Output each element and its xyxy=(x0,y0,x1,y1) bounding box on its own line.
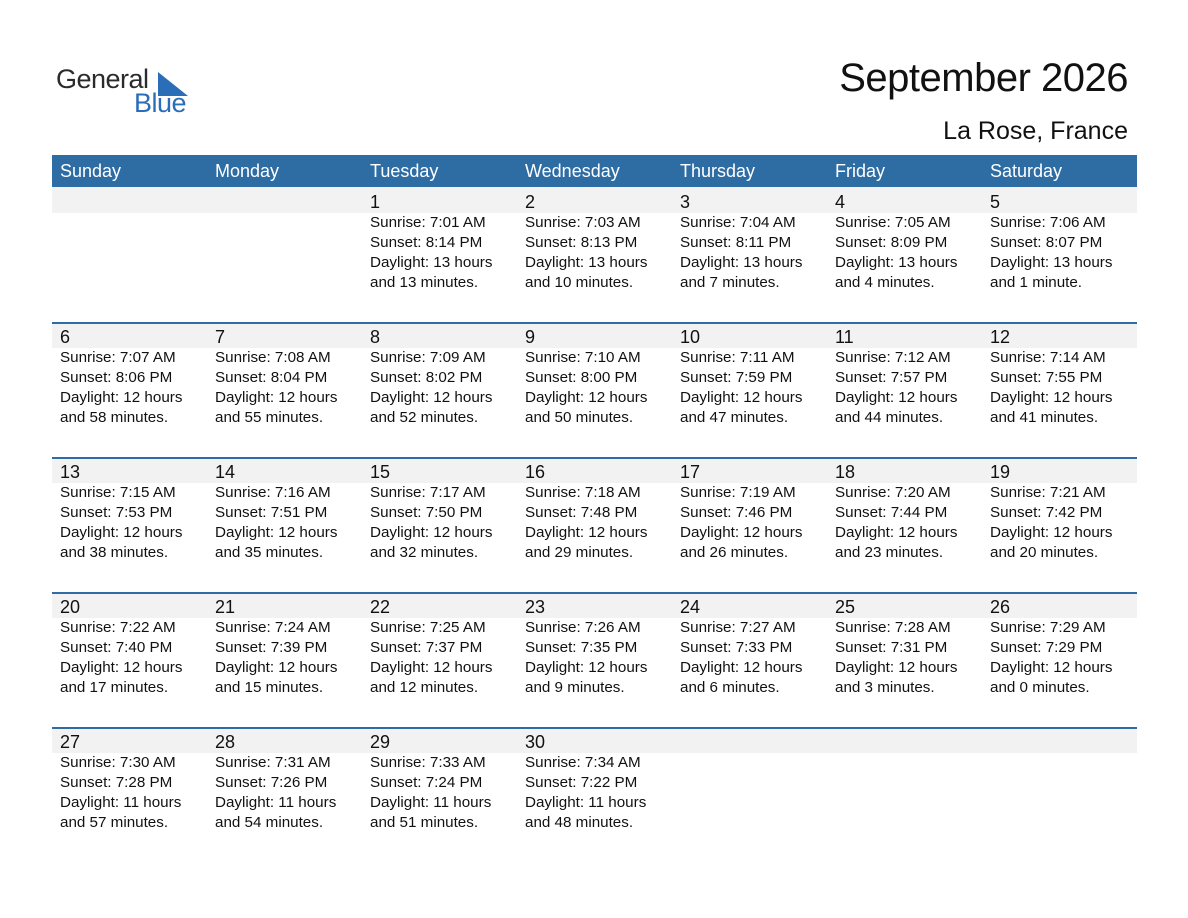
day-number: 11 xyxy=(835,327,854,347)
sunset-text: Sunset: 7:37 PM xyxy=(370,639,483,656)
daylight-minutes-text: and 0 minutes. xyxy=(990,679,1090,696)
sunset-text: Sunset: 8:07 PM xyxy=(990,234,1103,251)
daylight-minutes-text: and 1 minute. xyxy=(990,274,1083,291)
day-cell xyxy=(517,457,672,563)
sunset-text: Sunset: 7:29 PM xyxy=(990,639,1103,656)
sunrise-text: Sunrise: 7:16 AM xyxy=(215,484,331,501)
day-cell xyxy=(52,727,207,833)
weekday-thursday: Thursday xyxy=(680,161,756,181)
daylight-minutes-text: and 6 minutes. xyxy=(680,679,780,696)
daylight-minutes-text: and 4 minutes. xyxy=(835,274,935,291)
sunrise-text: Sunrise: 7:29 AM xyxy=(990,619,1106,636)
day-number: 8 xyxy=(370,327,381,347)
day-number: 6 xyxy=(60,327,71,347)
sunrise-text: Sunrise: 7:12 AM xyxy=(835,349,951,366)
weekday-wednesday: Wednesday xyxy=(525,161,620,181)
day-number: 21 xyxy=(215,597,236,617)
daylight-text: Daylight: 11 hours xyxy=(525,794,647,811)
daylight-minutes-text: and 26 minutes. xyxy=(680,544,789,561)
day-cell xyxy=(362,322,517,428)
daylight-minutes-text: and 13 minutes. xyxy=(370,274,479,291)
daylight-text: Daylight: 12 hours xyxy=(215,659,338,676)
day-number: 3 xyxy=(680,192,691,212)
sunrise-text: Sunrise: 7:22 AM xyxy=(60,619,176,636)
daylight-minutes-text: and 12 minutes. xyxy=(370,679,479,696)
sunset-text: Sunset: 7:24 PM xyxy=(370,774,483,791)
daylight-text: Daylight: 12 hours xyxy=(680,524,803,541)
day-number: 2 xyxy=(525,192,536,212)
daylight-text: Daylight: 13 hours xyxy=(990,254,1113,271)
daylight-text: Daylight: 12 hours xyxy=(60,389,183,406)
day-number: 18 xyxy=(835,462,856,482)
location-label: La Rose, France xyxy=(943,117,1128,145)
page-title: September 2026 xyxy=(839,56,1128,100)
daylight-minutes-text: and 10 minutes. xyxy=(525,274,634,291)
day-cell xyxy=(517,322,672,428)
day-number: 15 xyxy=(370,462,391,482)
day-cell xyxy=(982,457,1137,563)
empty-day-cell xyxy=(827,727,982,833)
day-cell xyxy=(517,592,672,698)
daylight-text: Daylight: 12 hours xyxy=(835,524,958,541)
day-cell xyxy=(827,187,982,293)
day-number: 5 xyxy=(990,192,1001,212)
sunset-text: Sunset: 8:09 PM xyxy=(835,234,948,251)
daylight-minutes-text: and 48 minutes. xyxy=(525,814,634,831)
daylight-minutes-text: and 51 minutes. xyxy=(370,814,479,831)
daylight-text: Daylight: 11 hours xyxy=(215,794,337,811)
day-cell xyxy=(207,322,362,428)
daylight-minutes-text: and 52 minutes. xyxy=(370,409,479,426)
sunrise-text: Sunrise: 7:05 AM xyxy=(835,214,951,231)
daylight-minutes-text: and 54 minutes. xyxy=(215,814,324,831)
day-cell xyxy=(982,592,1137,698)
day-cell xyxy=(362,727,517,833)
daylight-text: Daylight: 13 hours xyxy=(835,254,958,271)
daylight-minutes-text: and 23 minutes. xyxy=(835,544,944,561)
sunset-text: Sunset: 7:35 PM xyxy=(525,639,638,656)
daylight-text: Daylight: 12 hours xyxy=(370,524,493,541)
day-cell xyxy=(982,187,1137,293)
daylight-text: Daylight: 12 hours xyxy=(215,524,338,541)
daylight-text: Daylight: 12 hours xyxy=(990,659,1113,676)
sunrise-text: Sunrise: 7:03 AM xyxy=(525,214,641,231)
sunset-text: Sunset: 7:28 PM xyxy=(60,774,173,791)
sunset-text: Sunset: 7:50 PM xyxy=(370,504,483,521)
day-number: 1 xyxy=(370,192,381,212)
daylight-minutes-text: and 7 minutes. xyxy=(680,274,780,291)
empty-day-cell xyxy=(672,727,827,833)
daylight-minutes-text: and 3 minutes. xyxy=(835,679,935,696)
sunrise-text: Sunrise: 7:09 AM xyxy=(370,349,486,366)
weekday-friday: Friday xyxy=(835,161,886,181)
sunrise-text: Sunrise: 7:33 AM xyxy=(370,754,486,771)
day-cell xyxy=(672,457,827,563)
daylight-text: Daylight: 12 hours xyxy=(370,389,493,406)
day-number: 4 xyxy=(835,192,846,212)
day-cell xyxy=(207,727,362,833)
daylight-text: Daylight: 12 hours xyxy=(60,524,183,541)
daylight-text: Daylight: 12 hours xyxy=(990,389,1113,406)
calendar-weeks xyxy=(52,187,1137,862)
sunset-text: Sunset: 8:04 PM xyxy=(215,369,328,386)
day-cell xyxy=(362,457,517,563)
daylight-text: Daylight: 12 hours xyxy=(835,659,958,676)
daylight-minutes-text: and 50 minutes. xyxy=(525,409,634,426)
sunrise-text: Sunrise: 7:01 AM xyxy=(370,214,486,231)
day-number: 20 xyxy=(60,597,81,617)
daylight-text: Daylight: 12 hours xyxy=(525,659,648,676)
weekday-header xyxy=(52,155,1137,187)
day-number: 24 xyxy=(680,597,701,617)
daylight-minutes-text: and 58 minutes. xyxy=(60,409,169,426)
sunrise-text: Sunrise: 7:04 AM xyxy=(680,214,796,231)
daylight-text: Daylight: 12 hours xyxy=(680,659,803,676)
daylight-minutes-text: and 41 minutes. xyxy=(990,409,1099,426)
day-number: 17 xyxy=(680,462,701,482)
daylight-text: Daylight: 11 hours xyxy=(370,794,492,811)
daylight-minutes-text: and 29 minutes. xyxy=(525,544,634,561)
sunrise-text: Sunrise: 7:25 AM xyxy=(370,619,486,636)
sunrise-text: Sunrise: 7:07 AM xyxy=(60,349,176,366)
daylight-minutes-text: and 38 minutes. xyxy=(60,544,169,561)
sunrise-text: Sunrise: 7:17 AM xyxy=(370,484,486,501)
weekday-monday: Monday xyxy=(215,161,280,181)
day-cell xyxy=(827,322,982,428)
sunrise-text: Sunrise: 7:34 AM xyxy=(525,754,641,771)
day-number: 16 xyxy=(525,462,546,482)
sunset-text: Sunset: 7:31 PM xyxy=(835,639,948,656)
sunset-text: Sunset: 7:51 PM xyxy=(215,504,328,521)
sunset-text: Sunset: 8:11 PM xyxy=(680,234,792,251)
day-number: 22 xyxy=(370,597,391,617)
day-cell xyxy=(207,592,362,698)
daylight-minutes-text: and 15 minutes. xyxy=(215,679,324,696)
sunset-text: Sunset: 8:13 PM xyxy=(525,234,638,251)
daylight-minutes-text: and 47 minutes. xyxy=(680,409,789,426)
empty-day-cell xyxy=(982,727,1137,833)
day-number: 9 xyxy=(525,327,536,347)
sunrise-text: Sunrise: 7:08 AM xyxy=(215,349,331,366)
logo-blue-text: Blue xyxy=(134,88,187,118)
sunset-text: Sunset: 7:55 PM xyxy=(990,369,1103,386)
day-number: 23 xyxy=(525,597,546,617)
day-number: 28 xyxy=(215,732,236,752)
day-number: 7 xyxy=(215,327,226,347)
daylight-text: Daylight: 12 hours xyxy=(370,659,493,676)
daylight-text: Daylight: 13 hours xyxy=(525,254,648,271)
sunset-text: Sunset: 7:59 PM xyxy=(680,369,793,386)
daylight-minutes-text: and 32 minutes. xyxy=(370,544,479,561)
sunset-text: Sunset: 7:42 PM xyxy=(990,504,1103,521)
calendar-week xyxy=(52,457,1137,592)
sunrise-text: Sunrise: 7:27 AM xyxy=(680,619,796,636)
empty-day-cell xyxy=(207,187,362,293)
sunrise-text: Sunrise: 7:20 AM xyxy=(835,484,951,501)
sunrise-text: Sunrise: 7:19 AM xyxy=(680,484,796,501)
daylight-minutes-text: and 55 minutes. xyxy=(215,409,324,426)
sunset-text: Sunset: 8:14 PM xyxy=(370,234,483,251)
day-cell xyxy=(362,187,517,293)
sunrise-text: Sunrise: 7:06 AM xyxy=(990,214,1106,231)
daylight-text: Daylight: 12 hours xyxy=(215,389,338,406)
daylight-minutes-text: and 35 minutes. xyxy=(215,544,324,561)
sunset-text: Sunset: 7:53 PM xyxy=(60,504,173,521)
calendar-week xyxy=(52,592,1137,727)
sunset-text: Sunset: 8:00 PM xyxy=(525,369,638,386)
day-number: 12 xyxy=(990,327,1011,347)
logo xyxy=(56,64,196,118)
daylight-minutes-text: and 57 minutes. xyxy=(60,814,169,831)
daylight-text: Daylight: 12 hours xyxy=(525,524,648,541)
calendar-week xyxy=(52,727,1137,862)
logo-general-text: General xyxy=(56,64,149,94)
daylight-text: Daylight: 13 hours xyxy=(370,254,493,271)
sunrise-text: Sunrise: 7:14 AM xyxy=(990,349,1106,366)
day-number: 30 xyxy=(525,732,546,752)
calendar-week xyxy=(52,322,1137,457)
sunrise-text: Sunrise: 7:28 AM xyxy=(835,619,951,636)
day-number: 19 xyxy=(990,462,1011,482)
daylight-minutes-text: and 44 minutes. xyxy=(835,409,944,426)
day-cell xyxy=(52,592,207,698)
sunset-text: Sunset: 7:33 PM xyxy=(680,639,793,656)
calendar xyxy=(52,155,1137,862)
day-cell xyxy=(207,457,362,563)
empty-day-cell xyxy=(52,187,207,293)
day-number: 14 xyxy=(215,462,236,482)
day-number: 29 xyxy=(370,732,391,752)
daylight-minutes-text: and 20 minutes. xyxy=(990,544,1099,561)
day-number: 27 xyxy=(60,732,81,752)
sunrise-text: Sunrise: 7:21 AM xyxy=(990,484,1106,501)
daylight-minutes-text: and 9 minutes. xyxy=(525,679,625,696)
sunset-text: Sunset: 7:22 PM xyxy=(525,774,638,791)
sunrise-text: Sunrise: 7:30 AM xyxy=(60,754,176,771)
day-cell xyxy=(362,592,517,698)
sunrise-text: Sunrise: 7:11 AM xyxy=(680,349,795,366)
day-cell xyxy=(982,322,1137,428)
day-number: 26 xyxy=(990,597,1011,617)
day-cell xyxy=(827,592,982,698)
day-cell xyxy=(52,457,207,563)
daylight-text: Daylight: 12 hours xyxy=(680,389,803,406)
calendar-week xyxy=(52,187,1137,322)
day-cell xyxy=(672,187,827,293)
weekday-tuesday: Tuesday xyxy=(370,161,439,181)
daylight-text: Daylight: 12 hours xyxy=(990,524,1113,541)
sunset-text: Sunset: 7:57 PM xyxy=(835,369,948,386)
day-number: 25 xyxy=(835,597,856,617)
weekday-saturday: Saturday xyxy=(990,161,1063,181)
daylight-text: Daylight: 12 hours xyxy=(835,389,958,406)
sunset-text: Sunset: 7:44 PM xyxy=(835,504,948,521)
day-number: 10 xyxy=(680,327,701,347)
sunrise-text: Sunrise: 7:24 AM xyxy=(215,619,331,636)
sunset-text: Sunset: 8:02 PM xyxy=(370,369,483,386)
sunset-text: Sunset: 7:40 PM xyxy=(60,639,173,656)
day-cell xyxy=(517,187,672,293)
sunset-text: Sunset: 7:39 PM xyxy=(215,639,328,656)
day-number: 13 xyxy=(60,462,81,482)
sunset-text: Sunset: 7:48 PM xyxy=(525,504,638,521)
daylight-text: Daylight: 12 hours xyxy=(60,659,183,676)
day-cell xyxy=(52,322,207,428)
daylight-text: Daylight: 11 hours xyxy=(60,794,182,811)
sunrise-text: Sunrise: 7:26 AM xyxy=(525,619,641,636)
daylight-text: Daylight: 13 hours xyxy=(680,254,803,271)
sunrise-text: Sunrise: 7:18 AM xyxy=(525,484,641,501)
day-cell xyxy=(672,592,827,698)
day-cell xyxy=(517,727,672,833)
day-cell xyxy=(672,322,827,428)
sunrise-text: Sunrise: 7:15 AM xyxy=(60,484,176,501)
sunset-text: Sunset: 7:46 PM xyxy=(680,504,793,521)
sunset-text: Sunset: 7:26 PM xyxy=(215,774,328,791)
daylight-text: Daylight: 12 hours xyxy=(525,389,648,406)
day-cell xyxy=(827,457,982,563)
sunset-text: Sunset: 8:06 PM xyxy=(60,369,173,386)
weekday-sunday: Sunday xyxy=(60,161,122,181)
daylight-minutes-text: and 17 minutes. xyxy=(60,679,169,696)
sunrise-text: Sunrise: 7:31 AM xyxy=(215,754,331,771)
sunrise-text: Sunrise: 7:10 AM xyxy=(525,349,641,366)
